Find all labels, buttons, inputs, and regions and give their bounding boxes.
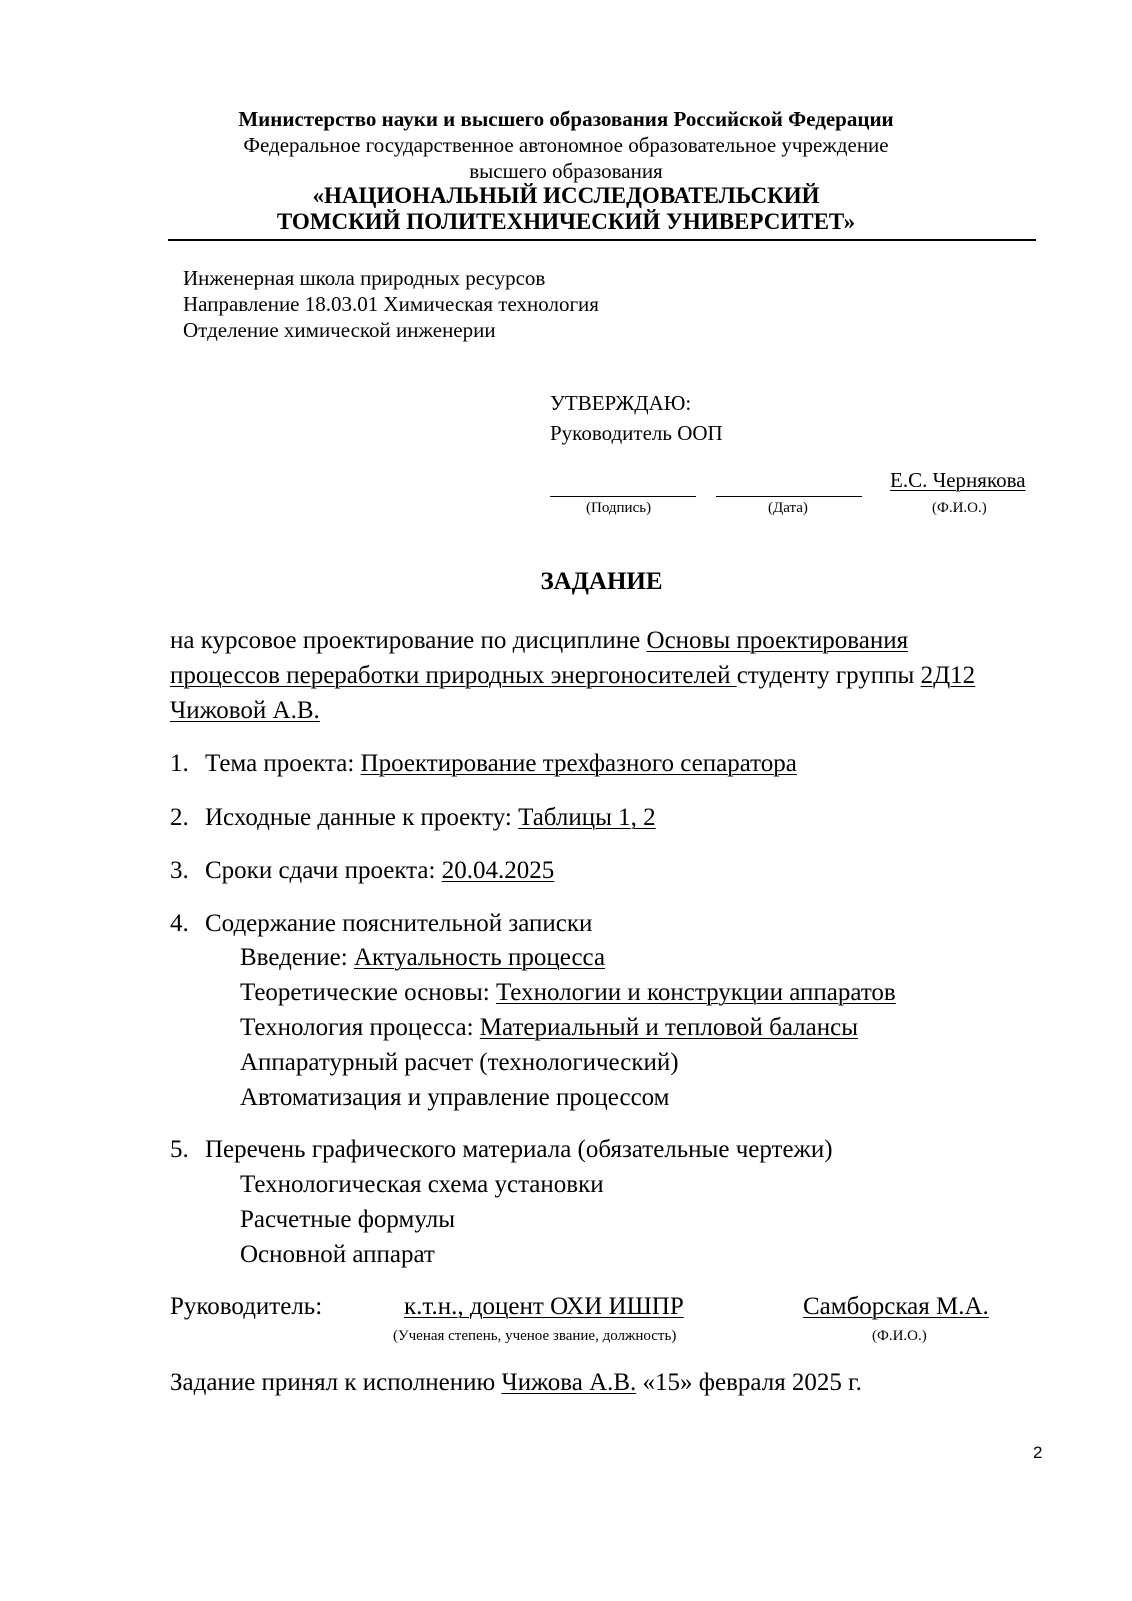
approver-name: Е.С. Чернякова	[890, 468, 1026, 492]
intro-line-2	[170, 662, 975, 690]
student-group-prefix: студенту группы	[736, 662, 921, 689]
item-3-value: 20.04.2025	[441, 857, 555, 884]
direction: Направление 18.03.01 Химическая технология	[183, 292, 599, 316]
date-caption: (Дата)	[768, 500, 808, 516]
item-2-number: 2.	[170, 804, 189, 831]
contents-5: Автоматизация и управление процессом	[240, 1084, 670, 1111]
contents-2	[240, 979, 896, 1007]
item-1	[205, 750, 797, 778]
supervisor-name-caption: (Ф.И.О.)	[872, 1328, 927, 1344]
contents-2-value: Технологии и конструкции аппаратов	[495, 979, 896, 1006]
discipline-part-1: Основы проектирования	[646, 627, 909, 654]
item-2	[205, 804, 656, 832]
item-1-value: Проектирование трехфазного сепаратора	[360, 750, 797, 777]
contents-2-label: Теоретические основы:	[240, 979, 496, 1006]
ministry-name: Министерство науки и высшего образования Российской Федерации	[238, 107, 894, 131]
student-name: Чижовой А.В.	[170, 697, 320, 724]
accepted-date: «15» февраля 2025 г.	[636, 1369, 862, 1396]
intro-prefix: на курсовое проектирование по дисциплине	[170, 627, 647, 654]
school-name: Инженерная школа природных ресурсов	[183, 266, 546, 290]
drawing-1: Технологическая схема установки	[240, 1171, 604, 1198]
supervisor-label: Руководитель:	[170, 1293, 323, 1320]
item-3-label: Сроки сдачи проекта:	[205, 857, 442, 884]
item-2-value: Таблицы 1, 2	[518, 804, 656, 831]
signature-caption: (Подпись)	[586, 500, 652, 516]
drawing-3: Основной аппарат	[240, 1241, 435, 1268]
document-title: ЗАДАНИЕ	[540, 568, 663, 595]
discipline-part-2: процессов переработки природных энергоносителей	[170, 662, 737, 689]
date-line	[716, 496, 862, 497]
contents-1	[240, 944, 605, 972]
page-number: 2	[1033, 1443, 1043, 1462]
accepted-prefix: Задание принял к исполнению	[170, 1369, 502, 1396]
accepted-name: Чижова А.В.	[501, 1369, 637, 1396]
intro-line-1	[170, 627, 908, 655]
item-3	[205, 857, 554, 885]
university-line-1: «НАЦИОНАЛЬНЫЙ ИССЛЕДОВАТЕЛЬСКИЙ	[312, 183, 820, 208]
contents-3-label: Технология процесса:	[240, 1014, 480, 1041]
drawing-2: Расчетные формулы	[240, 1206, 456, 1233]
approve-heading: УТВЕРЖДАЮ:	[550, 391, 692, 415]
contents-1-label: Введение:	[240, 944, 354, 971]
department: Отделение химической инженерии	[183, 318, 496, 342]
supervisor-position: к.т.н., доцент ОХИ ИШПР	[404, 1293, 684, 1320]
name-caption: (Ф.И.О.)	[932, 500, 987, 516]
supervisor-name: Самборская М.А.	[803, 1293, 989, 1320]
contents-3	[240, 1014, 858, 1042]
institution-line-1: Федеральное государственное автономное образовательное учреждение	[243, 133, 889, 157]
approver-role: Руководитель ООП	[550, 421, 723, 445]
item-5-label: Перечень графического материала (обязательные чертежи)	[205, 1136, 833, 1163]
accepted-line	[170, 1369, 862, 1397]
item-3-number: 3.	[170, 857, 189, 884]
item-1-number: 1.	[170, 750, 189, 777]
item-2-label: Исходные данные к проекту:	[205, 804, 519, 831]
item-4-number: 4.	[170, 910, 189, 937]
header-divider	[168, 239, 1036, 241]
contents-4: Аппаратурный расчет (технологический)	[240, 1049, 679, 1076]
item-1-label: Тема проекта:	[205, 750, 361, 777]
position-caption: (Ученая степень, ученое звание, должность)	[393, 1328, 677, 1344]
institution-line-2: высшего образования	[469, 159, 663, 183]
group-number: 2Д12	[920, 662, 976, 689]
item-5-number: 5.	[170, 1136, 189, 1163]
signature-line	[550, 496, 696, 497]
university-line-2: ТОМСКИЙ ПОЛИТЕХНИЧЕСКИЙ УНИВЕРСИТЕТ»	[276, 209, 856, 234]
contents-1-value: Актуальность процесса	[353, 944, 606, 971]
item-4-label: Содержание пояснительной записки	[205, 910, 593, 937]
contents-3-value: Материальный и тепловой балансы	[479, 1014, 858, 1041]
